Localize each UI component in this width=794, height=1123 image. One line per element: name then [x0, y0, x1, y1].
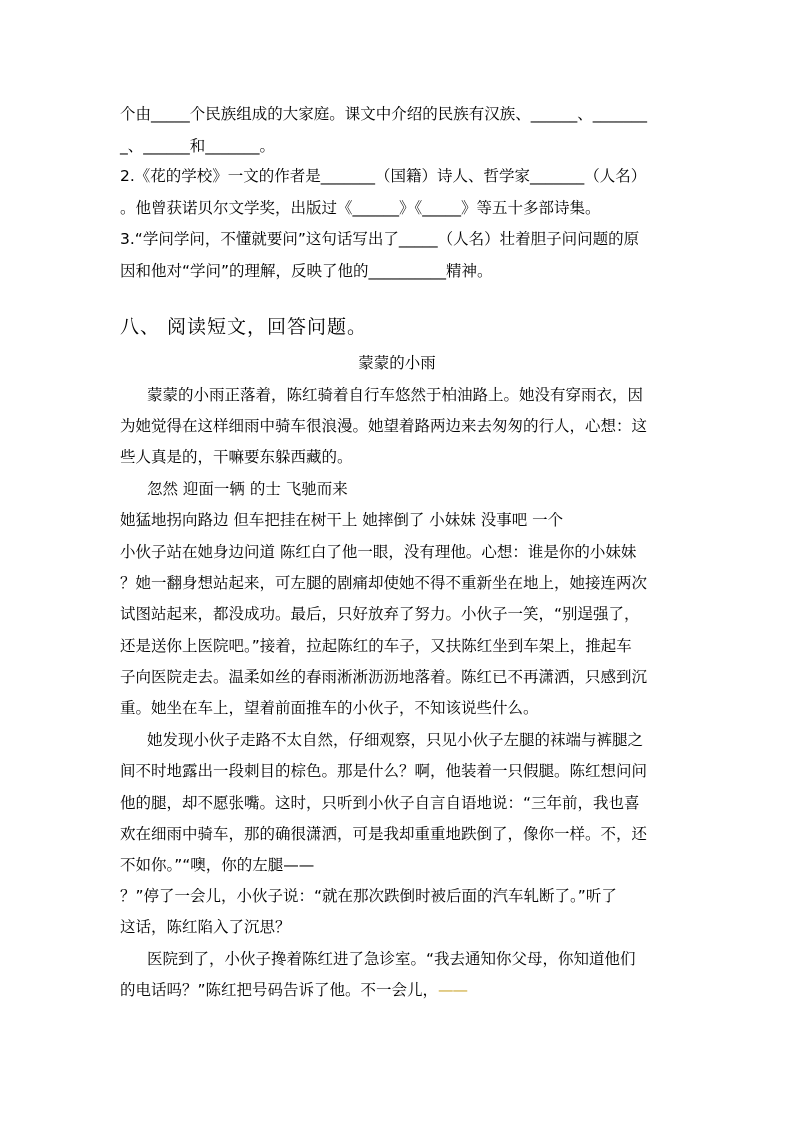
- passage-line: 间不时地露出一段刺目的棕色。那是什么？啊，他装着一只假腿。陈红想问问: [120, 762, 648, 780]
- passage-line: ？她一翻身想站起来，可左腿的剧痛却使她不得不重新坐在地上，她接连两次: [120, 574, 648, 592]
- trailing-dash: ——: [438, 981, 468, 999]
- passage-line: 还是送你上医院吧。”接着，拉起陈红的车子，又扶陈红坐到车架上，推起车: [120, 637, 632, 655]
- section-heading: 八、 阅读短文，回答问题。: [120, 316, 368, 338]
- passage-line: 小伙子站在她身边问道 陈红白了他一眼，没有理他。心想：谁是你的小妹妹: [120, 543, 637, 561]
- passage-line: 不如你。”“噢，你的左腿——: [120, 856, 315, 874]
- passage-line: 蒙蒙的小雨正落着，陈红骑着自行车悠然于柏油路上。她没有穿雨衣，因: [147, 386, 644, 404]
- fill-blank-question-3-cont: 因和他对“学问”的理解，反映了他的__________精神。: [120, 262, 493, 280]
- fill-blank-question-3: 3.“学问学问，不懂就要问”这句话写出了_____（人名）壮着胆子问问题的原: [120, 230, 640, 248]
- fill-blank-line-2: _、______和_______。: [120, 137, 276, 155]
- passage-line: 她猛地拐向路边 但车把挂在树干上 她摔倒了 小妹妹 没事吧 一个: [120, 511, 564, 529]
- passage-line: 他的腿，却不愿张嘴。这时，只听到小伙子自言自语地说：“三年前，我也喜: [120, 794, 640, 812]
- passage-line: 重。她坐在车上，望着前面推车的小伙子，不知该说些什么。: [120, 699, 539, 717]
- passage-line-text: 的电话吗？”陈红把号码告诉了他。不一会儿，: [120, 981, 439, 999]
- passage-line: 她发现小伙子走路不太自然，仔细观察，只见小伙子左腿的袜端与裤腿之: [147, 731, 644, 749]
- passage-line: 这话，陈红陷入了沉思？: [120, 918, 291, 936]
- passage-title: 蒙蒙的小雨: [358, 354, 436, 372]
- passage-last-line: [120, 980, 680, 1000]
- passage-line: 试图站起来，都没成功。最后，只好放弃了努力。小伙子一笑，“别逞强了，: [120, 605, 640, 623]
- fill-blank-question-2: 2.《花的学校》一文的作者是_______（国籍）诗人、哲学家_______（人名）: [120, 167, 647, 185]
- passage-line: 欢在细雨中骑车，那的确很潇洒，可是我却重重地跌倒了，像你一样。不，还: [120, 825, 648, 843]
- passage-line: ？”停了一会儿，小伙子说：“就在那次跌倒时被后面的汽车轧断了。”听了: [120, 887, 617, 905]
- passage-line: 些人真是的，干嘛要东躲西藏的。: [120, 448, 353, 466]
- passage-line: 忽然 迎面一辆 的士 飞驰而来: [147, 480, 348, 498]
- fill-blank-line-1: 个由_____个民族组成的大家庭。课文中介绍的民族有汉族、______、_______: [120, 105, 648, 123]
- passage-line: 医院到了，小伙子搀着陈红进了急诊室。“我去通知你父母，你知道他们: [147, 950, 636, 968]
- passage-line: 为她觉得在这样细雨中骑车很浪漫。她望着路两边来去匆匆的行人，心想：这: [120, 417, 648, 435]
- passage-line: 子向医院走去。温柔如丝的春雨淅淅沥沥地落着。陈红已不再潇洒，只感到沉: [120, 668, 648, 686]
- fill-blank-question-2-cont: 。他曾获诺贝尔文学奖，出版过《______》《_____》等五十多部诗集。: [120, 199, 601, 217]
